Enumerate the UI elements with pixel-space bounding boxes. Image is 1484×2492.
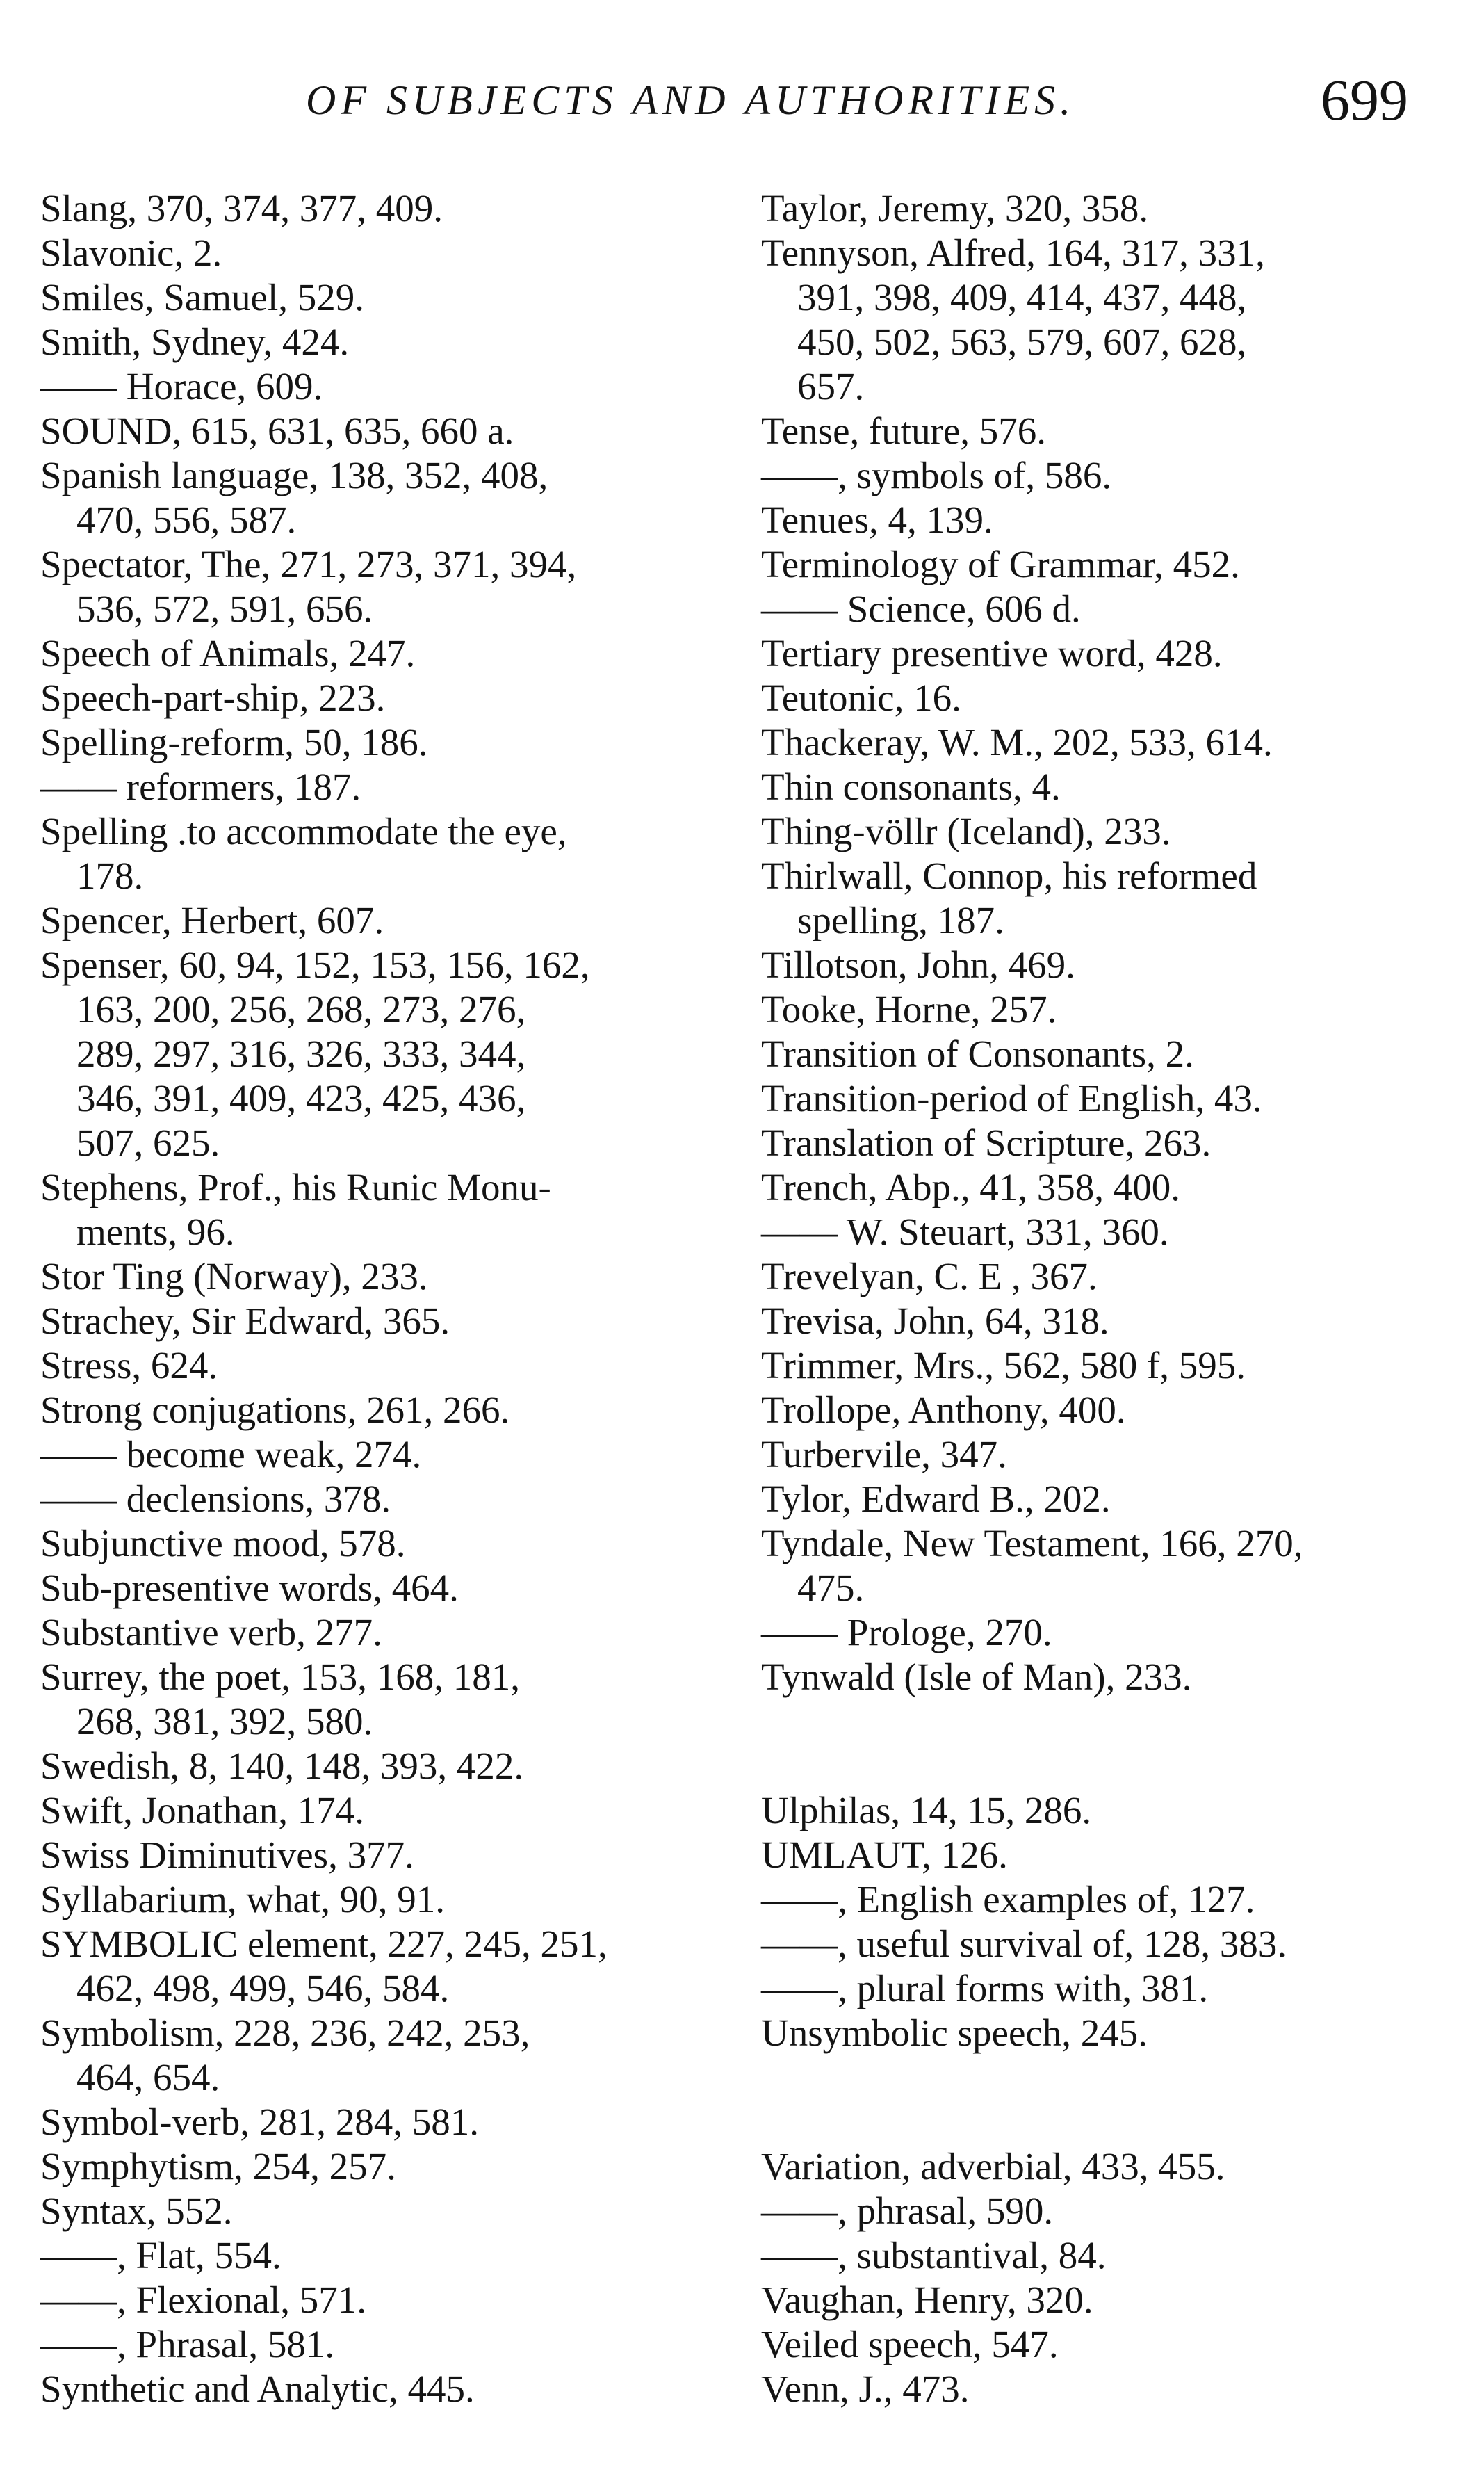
index-entry: 346, 391, 409, 423, 425, 436, bbox=[76, 1077, 526, 1119]
index-entry: Synthetic and Analytic, 445. bbox=[40, 2368, 475, 2410]
index-entry: Teutonic, 16. bbox=[761, 677, 961, 719]
index-entry: Spelling .to accommodate the eye, bbox=[40, 810, 567, 852]
index-entry: Trench, Abp., 41, 358, 400. bbox=[761, 1166, 1180, 1208]
index-entry: Swedish, 8, 140, 148, 393, 422. bbox=[40, 1745, 524, 1787]
index-entry: Tenues, 4, 139. bbox=[761, 499, 993, 541]
index-entry: —— Science, 606 d. bbox=[761, 588, 1081, 630]
index-entry: Tennyson, Alfred, 164, 317, 331, bbox=[761, 232, 1265, 274]
index-entry: Strachey, Sir Edward, 365. bbox=[40, 1300, 450, 1342]
index-entry: Swiss Diminutives, 377. bbox=[40, 1834, 414, 1876]
index-entry: ——, Phrasal, 581. bbox=[40, 2323, 335, 2365]
index-entry: 268, 381, 392, 580. bbox=[76, 1700, 373, 1742]
index-entry: Vaughan, Henry, 320. bbox=[761, 2279, 1093, 2321]
index-entry: Substantive verb, 277. bbox=[40, 1611, 382, 1653]
index-entry: Stress, 624. bbox=[40, 1344, 218, 1386]
page-header bbox=[0, 67, 1484, 150]
section-gap bbox=[761, 2055, 1449, 2144]
index-entry: Spectator, The, 271, 273, 371, 394, bbox=[40, 543, 577, 585]
index-entry: Trevelyan, C. E , 367. bbox=[761, 1255, 1098, 1297]
index-entry: Strong conjugations, 261, 266. bbox=[40, 1389, 510, 1431]
index-entry: Transition-period of English, 43. bbox=[761, 1077, 1262, 1119]
index-entry: Terminology of Grammar, 452. bbox=[761, 543, 1240, 585]
index-entry: 507, 625. bbox=[76, 1122, 220, 1164]
index-entry: Trimmer, Mrs., 562, 580 f, 595. bbox=[761, 1344, 1246, 1386]
index-entry: Taylor, Jeremy, 320, 358. bbox=[761, 187, 1149, 229]
index-entry: Transition of Consonants, 2. bbox=[761, 1033, 1194, 1075]
index-entry: 464, 654. bbox=[76, 2056, 220, 2098]
index-entry: Veiled speech, 547. bbox=[761, 2323, 1059, 2365]
index-entry: Smiles, Samuel, 529. bbox=[40, 276, 364, 318]
index-entry: Symbol-verb, 281, 284, 581. bbox=[40, 2101, 479, 2143]
index-entry: 163, 200, 256, 268, 273, 276, bbox=[76, 988, 526, 1030]
index-entry: 462, 498, 499, 546, 584. bbox=[76, 1967, 450, 2009]
index-entry: Thin consonants, 4. bbox=[761, 766, 1061, 808]
index-entry: Turbervile, 347. bbox=[761, 1433, 1007, 1475]
index-entry: Translation of Scripture, 263. bbox=[761, 1122, 1212, 1164]
index-entry: spelling, 187. bbox=[797, 899, 1004, 941]
index-entry: Tylor, Edward B., 202. bbox=[761, 1478, 1111, 1520]
index-entry: Tense, future, 576. bbox=[761, 410, 1047, 452]
index-entry: Tyndale, New Testament, 166, 270, bbox=[761, 1522, 1303, 1564]
index-entry: Trollope, Anthony, 400. bbox=[761, 1389, 1126, 1431]
index-entry: Variation, adverbial, 433, 455. bbox=[761, 2145, 1225, 2187]
index-entry: SYMBOLIC element, 227, 245, 251, bbox=[40, 1923, 608, 1965]
index-entry: Spenser, 60, 94, 152, 153, 156, 162, bbox=[40, 944, 590, 986]
index-entry: —— Horace, 609. bbox=[40, 365, 323, 407]
index-entry: Spelling-reform, 50, 186. bbox=[40, 721, 428, 763]
index-entry: ments, 96. bbox=[76, 1211, 235, 1253]
index-entry: ——, substantival, 84. bbox=[761, 2234, 1107, 2276]
index-entry: Smith, Sydney, 424. bbox=[40, 321, 350, 363]
index-entry: Stephens, Prof., his Runic Monu- bbox=[40, 1166, 551, 1208]
index-entry: Slavonic, 2. bbox=[40, 232, 222, 274]
index-entry: 178. bbox=[76, 855, 144, 897]
index-entry: —— declensions, 378. bbox=[40, 1478, 391, 1520]
index-entry: —— Prologe, 270. bbox=[761, 1611, 1052, 1653]
index-entry: Symbolism, 228, 236, 242, 253, bbox=[40, 2012, 530, 2054]
index-entry: Sub-presentive words, 464. bbox=[40, 1567, 459, 1609]
index-entry: Tynwald (Isle of Man), 233. bbox=[761, 1656, 1192, 1698]
index-entry: 657. bbox=[797, 365, 865, 407]
index-entry: Speech of Animals, 247. bbox=[40, 632, 416, 674]
index-entry: ——, symbols of, 586. bbox=[761, 454, 1112, 496]
index-entry: Subjunctive mood, 578. bbox=[40, 1522, 406, 1564]
index-entry: Thing-völlr (Iceland), 233. bbox=[761, 810, 1171, 852]
index-column-left bbox=[40, 186, 728, 2411]
index-entry: 470, 556, 587. bbox=[76, 499, 297, 541]
index-entry: —— W. Steuart, 331, 360. bbox=[761, 1211, 1169, 1253]
index-entry: Thackeray, W. M., 202, 533, 614. bbox=[761, 721, 1273, 763]
index-entry: 536, 572, 591, 656. bbox=[76, 588, 373, 630]
index-entry: Syllabarium, what, 90, 91. bbox=[40, 1878, 446, 1920]
index-entry: ——, Flat, 554. bbox=[40, 2234, 282, 2276]
index-entry: ——, phrasal, 590. bbox=[761, 2190, 1054, 2232]
index-entry: Venn, J., 473. bbox=[761, 2368, 970, 2410]
index-entry: Speech-part-ship, 223. bbox=[40, 677, 386, 719]
index-entry: Tillotson, John, 469. bbox=[761, 944, 1075, 986]
index-entry: Ulphilas, 14, 15, 286. bbox=[761, 1789, 1092, 1831]
index-entry: Symphytism, 254, 257. bbox=[40, 2145, 396, 2187]
index-entry: Tooke, Horne, 257. bbox=[761, 988, 1057, 1030]
index-entry: —— become weak, 274. bbox=[40, 1433, 422, 1475]
index-entry: Unsymbolic speech, 245. bbox=[761, 2012, 1148, 2054]
index-entry: Swift, Jonathan, 174. bbox=[40, 1789, 364, 1831]
running-title: OF SUBJECTS AND AUTHORITIES. bbox=[306, 77, 1076, 123]
index-entry: ——, English examples of, 127. bbox=[761, 1878, 1255, 1920]
index-entry: Surrey, the poet, 153, 168, 181, bbox=[40, 1656, 520, 1698]
index-entry: 475. bbox=[797, 1567, 865, 1609]
section-gap bbox=[761, 1699, 1449, 1788]
index-entry: Spanish language, 138, 352, 408, bbox=[40, 454, 548, 496]
index-entry: ——, useful survival of, 128, 383. bbox=[761, 1923, 1287, 1965]
index-entry: Thirlwall, Connop, his reformed bbox=[761, 855, 1257, 897]
index-entry: Trevisa, John, 64, 318. bbox=[761, 1300, 1109, 1342]
index-entry: Stor Ting (Norway), 233. bbox=[40, 1255, 428, 1297]
index-entry: Slang, 370, 374, 377, 409. bbox=[40, 187, 443, 229]
index-entry: ——, Flexional, 571. bbox=[40, 2279, 367, 2321]
index-entry: Spencer, Herbert, 607. bbox=[40, 899, 384, 941]
index-entry: —— reformers, 187. bbox=[40, 766, 361, 808]
index-entry: UMLAUT, 126. bbox=[761, 1834, 1008, 1876]
index-entry: 289, 297, 316, 326, 333, 344, bbox=[76, 1033, 526, 1075]
index-entry: 450, 502, 563, 579, 607, 628, bbox=[797, 321, 1247, 363]
index-entry: SOUND, 615, 631, 635, 660 a. bbox=[40, 410, 514, 452]
index-column-right bbox=[761, 186, 1449, 2411]
index-entry: Tertiary presentive word, 428. bbox=[761, 632, 1223, 674]
index-entry: Syntax, 552. bbox=[40, 2190, 233, 2232]
page-number: 699 bbox=[1321, 68, 1408, 133]
index-entry: ——, plural forms with, 381. bbox=[761, 1967, 1209, 2009]
index-entry: 391, 398, 409, 414, 437, 448, bbox=[797, 276, 1247, 318]
